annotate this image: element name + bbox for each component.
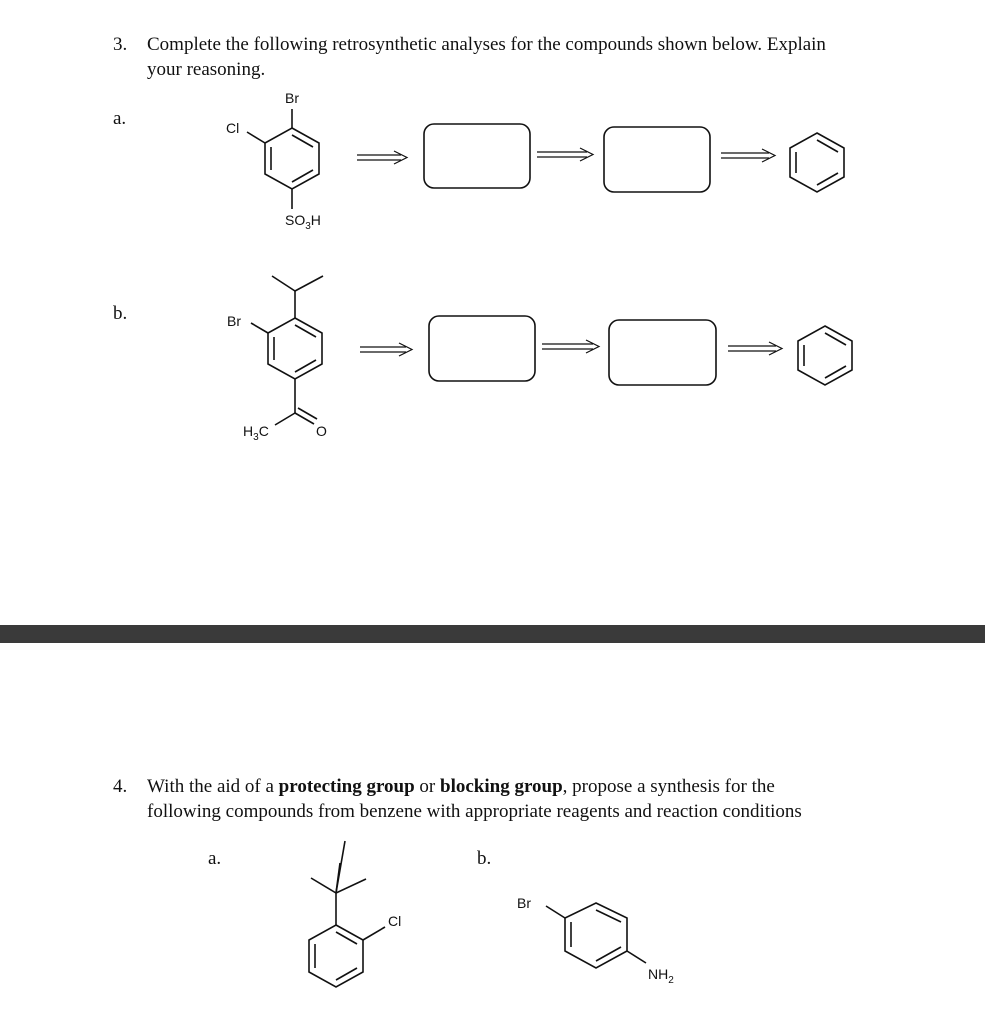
q4-text-3: , propose a synthesis for the (562, 776, 775, 797)
section-divider (0, 625, 985, 643)
q3a-intermediate-box-2[interactable] (604, 127, 710, 192)
q3-part-b-label: b. (113, 303, 128, 324)
q3a-so3h-main: SO (285, 212, 306, 228)
q3a-br-label: Br (285, 90, 299, 106)
question-3-text-line1: Complete the following retrosynthetic analyses for the compounds shown below. Explain (147, 34, 826, 55)
q3b-br-label: Br (227, 313, 241, 329)
q4b-target-molecule (546, 903, 646, 968)
q3b-h3c-tail: C (258, 423, 269, 439)
q3a-so3h-label (285, 212, 321, 232)
question-4-text-line1 (147, 774, 775, 799)
q3b-o-label: O (316, 423, 327, 439)
q3a-retro-arrow-3 (721, 149, 775, 162)
q3a-retro-arrow-1 (357, 151, 407, 164)
q3-part-a-label: a. (113, 108, 127, 129)
q4b-nh2-label (648, 966, 674, 986)
q3a-target-molecule (247, 109, 319, 209)
q3b-target-molecule (251, 276, 323, 425)
q4-part-a-label: a. (208, 848, 222, 869)
question-3-number: 3. (113, 34, 128, 55)
q3b-h3c-sub: 3 (253, 431, 259, 443)
q4-part-b-label: b. (477, 848, 492, 869)
q4b-br-label: Br (517, 895, 531, 911)
q4a-cl-label: Cl (388, 913, 402, 929)
q3a-benzene-start (790, 133, 844, 192)
q3b-intermediate-box-1[interactable] (429, 316, 535, 381)
q3b-retro-arrow-1 (360, 343, 412, 356)
q3b-intermediate-box-2[interactable] (609, 320, 716, 385)
question-4-number: 4. (113, 776, 128, 797)
question-3-text-line2: your reasoning. (147, 59, 266, 80)
q4b-nh2-main: NH (648, 966, 669, 982)
q4b-nh2-sub: 2 (668, 974, 674, 986)
q3a-so3h-tail: H (310, 212, 321, 228)
q4-bold-blocking: blocking group (440, 776, 563, 797)
q3b-benzene-start (798, 326, 852, 385)
q3a-retro-arrow-2 (537, 148, 593, 161)
q4-text-2: or (414, 776, 440, 797)
q3b-retro-arrow-3 (728, 342, 782, 355)
q3b-h3c-label (243, 423, 269, 443)
question-4-text-line2: following compounds from benzene with appropriate reagents and reaction conditions (147, 801, 802, 822)
q4a-target-molecule (309, 841, 385, 987)
q4-bold-protecting: protecting group (278, 776, 415, 797)
q3b-h3c-main: H (243, 423, 254, 439)
q3a-cl-label: Cl (226, 120, 240, 136)
q3a-so3h-sub: 3 (305, 220, 311, 232)
q3b-retro-arrow-2 (542, 340, 599, 353)
q3a-intermediate-box-1[interactable] (424, 124, 530, 188)
q4-text-1: With the aid of a (147, 776, 279, 797)
